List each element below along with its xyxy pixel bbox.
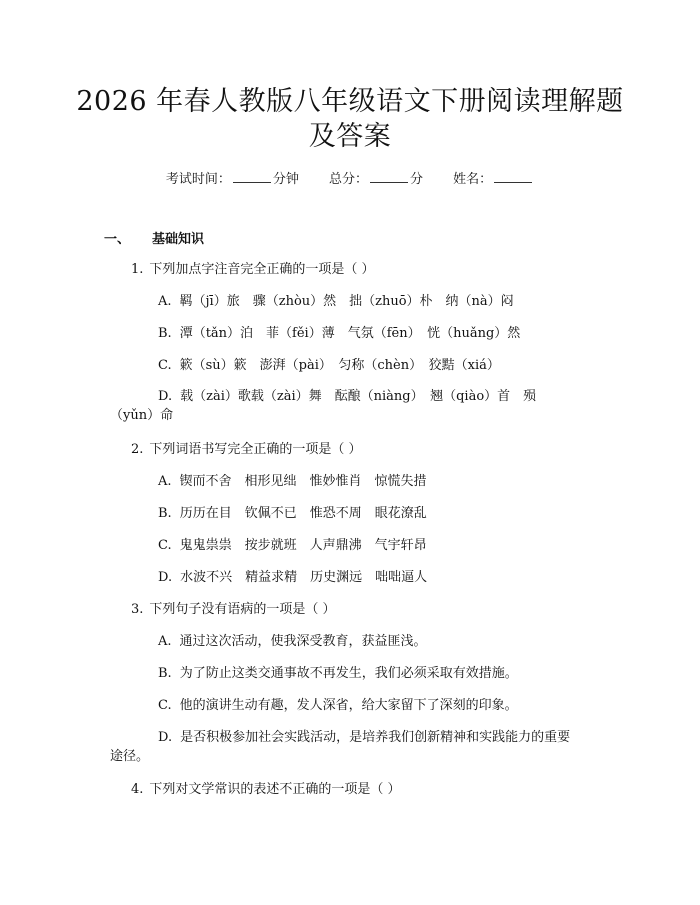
question-3 — [131, 600, 336, 620]
name-blank — [494, 170, 532, 183]
question-2-option-b — [158, 504, 427, 524]
exam-time-blank — [233, 170, 271, 183]
question-2-option-a — [158, 472, 427, 492]
question-4 — [131, 780, 401, 800]
name-field — [453, 172, 534, 187]
option-text: 锲而不舍 相形见绌 惟妙惟肖 惊慌失措 — [179, 474, 427, 489]
total-score-blank — [370, 170, 408, 183]
option-text: 是否积极参加社会实践活动，是培养我们创新精神和实践能力的重要 — [180, 730, 571, 745]
exam-info-line — [0, 170, 700, 190]
exam-time-label: 考试时间： — [165, 172, 231, 187]
option-letter: A. — [158, 294, 172, 309]
option-letter: C. — [158, 698, 172, 713]
option-text: 羁（jī）旅 骤（zhòu）然 拙（zhuō）朴 纳（nà）闷 — [179, 294, 514, 309]
section-title: 基础知识 — [152, 232, 205, 247]
total-score-label: 总分： — [328, 172, 368, 187]
option-text: 历历在目 钦佩不已 惟恐不周 眼花潦乱 — [179, 506, 427, 521]
question-1 — [131, 260, 375, 280]
name-label: 姓名： — [453, 172, 493, 187]
question-3-option-c — [158, 696, 518, 716]
question-number: 2. — [131, 442, 144, 457]
exam-time-field — [166, 172, 299, 187]
option-text: 鬼鬼祟祟 按步就班 人声鼎沸 气宇轩昂 — [179, 538, 427, 553]
option-text: 通过这次活动，使我深受教育，获益匪浅。 — [179, 634, 427, 649]
question-3-option-d — [158, 728, 570, 748]
question-text: 下列句子没有语病的一项是（ ） — [149, 602, 336, 617]
question-1-option-d-continuation: （yǔn）命 — [110, 408, 174, 423]
question-number: 4. — [131, 782, 144, 797]
question-2 — [131, 440, 362, 460]
option-letter: C. — [158, 538, 172, 553]
question-2-option-c — [158, 536, 427, 556]
document-title-line-1: 2026 年春人教版八年级语文下册阅读理解题 — [76, 86, 624, 117]
question-1-option-b — [158, 324, 520, 344]
option-letter: B. — [158, 666, 172, 681]
section-number: 一、 — [104, 232, 131, 247]
option-text: 簌（sù）簌 澎湃（pài） 匀称（chèn） 狡黠（xiá） — [179, 358, 500, 373]
question-3-option-a — [158, 632, 427, 652]
question-1-option-c — [158, 356, 500, 376]
option-letter: D. — [158, 389, 173, 404]
question-2-option-d — [158, 568, 427, 588]
exam-time-unit: 分钟 — [272, 172, 299, 187]
option-letter: A. — [158, 634, 172, 649]
question-3-option-d-continuation: 途径。 — [110, 749, 150, 764]
option-letter: D. — [158, 730, 173, 745]
question-text: 下列加点字注音完全正确的一项是（ ） — [149, 262, 375, 277]
question-3-option-b — [158, 664, 518, 684]
total-score-unit: 分 — [410, 172, 424, 187]
total-score-field — [329, 172, 423, 187]
option-letter: C. — [158, 358, 172, 373]
option-text: 载（zài）歌载（zài）舞 酝酿（niàng） 翘（qiào）首 殒 — [180, 389, 537, 404]
option-text: 潭（tǎn）泊 菲（fěi）薄 气氛（fēn） 恍（huǎng）然 — [179, 326, 521, 341]
option-text: 水波不兴 精益求精 历史渊远 咄咄逼人 — [180, 570, 428, 585]
question-1-option-d — [158, 387, 536, 407]
question-text: 下列词语书写完全正确的一项是（ ） — [149, 442, 362, 457]
section-heading — [104, 230, 204, 250]
option-letter: B. — [158, 326, 172, 341]
document-title-line-2: 及答案 — [308, 121, 392, 152]
question-text: 下列对文学常识的表述不正确的一项是（ ） — [149, 782, 401, 797]
question-number: 1. — [131, 262, 144, 277]
option-letter: D. — [158, 570, 173, 585]
question-number: 3. — [131, 602, 144, 617]
option-letter: B. — [158, 506, 172, 521]
option-text: 他的演讲生动有趣，发人深省，给大家留下了深刻的印象。 — [179, 698, 518, 713]
option-letter: A. — [158, 474, 172, 489]
question-1-option-a — [158, 292, 514, 312]
option-text: 为了防止这类交通事故不再发生，我们必须采取有效措施。 — [179, 666, 518, 681]
